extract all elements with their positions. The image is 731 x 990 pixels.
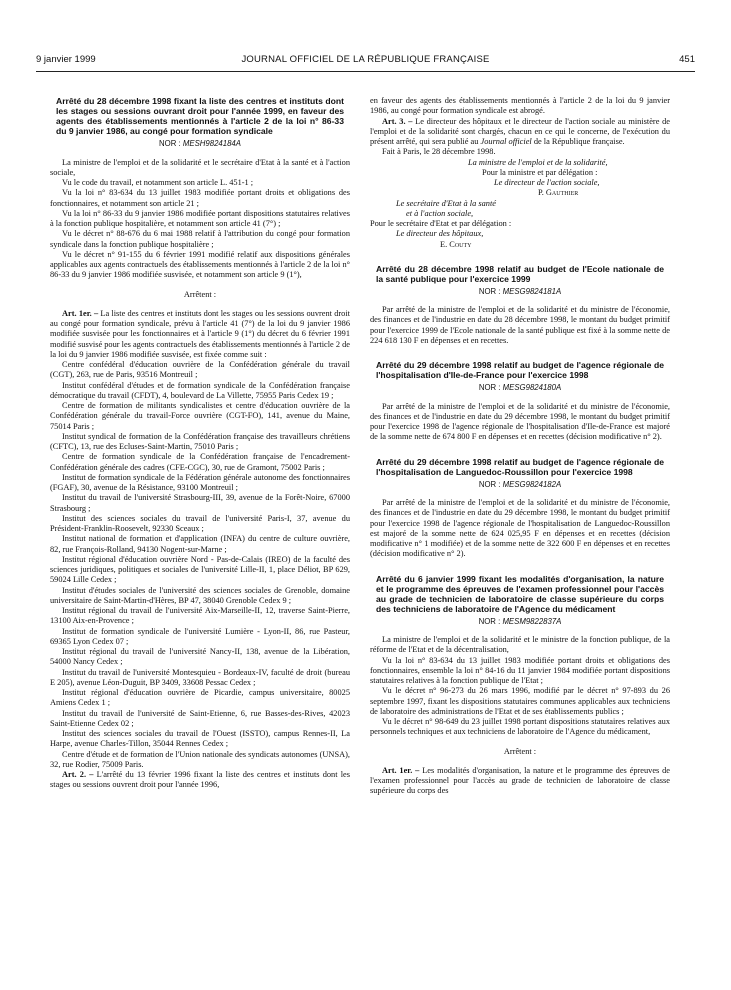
list-item: Institut des sciences sociales du travail de l'université Paris-I, 37, avenue du Président-Franklin-Roosevelt, 92330 Sceaux ; xyxy=(50,513,350,534)
list-item: Institut régional du travail de l'université Aix-Marseille-II, 12, traverse Saint-Pierre, 13100 Aix-en-Provence ; xyxy=(50,606,350,626)
header-rule xyxy=(36,71,695,72)
visa-paragraph: Vu le décret n° 98-649 du 23 juillet 1998 portant dispositions statutaires relatives aux personnels techniques et aux techniciens de laboratoire de l'Agence du médicament, xyxy=(370,717,670,737)
article-3-label: Art. 3. – xyxy=(382,116,413,126)
article-1-label: Art. 1er. – xyxy=(62,308,99,318)
nor-label: NOR : xyxy=(478,479,501,489)
article-3-text: Le directeur des hôpitaux et le directeur de l'action sociale au ministère de l'emploi et de la solidarité sont chargés, chacun en ce qui le concerne, de l'exécution du présent arrêté, qui sera publié au xyxy=(370,116,670,146)
signature-line: Le directeur des hôpitaux, xyxy=(396,229,484,239)
decree-body: Par arrêté de la ministre de l'emploi et de la solidarité et du ministre de l'économie, des finances et de l'industrie en date du 29 décembre 1998, le montant du budget primitif pour l'exercice 1998 de l'agence régionale de l'hospitalisation d'Ile-de-France est majoré de la somme nette de 674 800 F en dépenses et en recettes (décision modificative n° 2). xyxy=(370,401,670,442)
article-2-text: L'arrêté du 13 février 1996 fixant la liste des centres et instituts dont les stages ou sessions ouvrent droit pour l'année 1996, xyxy=(50,770,351,790)
signature-line: Pour la ministre et par délégation : xyxy=(482,167,598,177)
visa-paragraph: Vu la loi n° 83-634 du 13 juillet 1983 modifiée portant droits et obligations des fonctionnaires, et notamment son article 21 ; xyxy=(50,188,350,208)
signature-line: Pour le secrétaire d'Etat et par délégation : xyxy=(370,219,512,228)
list-item: Institut d'études sociales de l'université des sciences sociales de Grenoble, domaine universitaire de Saint-Martin-d'Hères, BP 47, 38040 Grenoble Cedex 9 ; xyxy=(50,585,350,605)
preamble-paragraph: La ministre de l'emploi et de la solidarité et le ministre de la fonction publique, de la réforme de l'Etat et de la décentralisation, xyxy=(370,635,670,655)
signatory-name: P. Gauthier xyxy=(538,188,579,198)
article-1-text: La liste des centres et instituts dont les stages ou les sessions ouvrent droit au congé pour formation syndicale, prévu à l'article 41 (7°) de la loi du 9 janvier 1986 modifiée susvisée pour les fonctionnaires et à l'article 9 (1°) du décret du 6 février 1991 modifié susvisé pour les agents contractuels des établissements mentionnés à l'article 2 de la loi du 9 janvier 1986 modifiée susvisée, est fixée comme suit : xyxy=(50,308,350,359)
visa-paragraph: Vu le code du travail, et notamment son article L. 451-1 ; xyxy=(62,178,254,188)
nor-code: MESM9822837A xyxy=(502,616,562,626)
arretent-heading: Arrêtent : xyxy=(503,746,537,756)
left-column xyxy=(50,96,350,791)
nor-reference xyxy=(370,287,670,297)
visa-paragraph: Vu le décret n° 88-676 du 6 mai 1988 relatif à l'attribution du congé pour formation syndicale dans la fonction publique hospitalière ; xyxy=(50,229,350,249)
decree-body: Par arrêté de la ministre de l'emploi et de la solidarité et du ministre de l'économie, des finances et de l'industrie en date du 28 décembre 1998, le montant du budget primitif pour l'exercice 1999 de l'Ecole nationale de la santé publique est fixé à la somme nette de 224 618 130 F en dépenses et en recettes. xyxy=(370,305,670,345)
nor-label: NOR : xyxy=(478,616,501,626)
visa-paragraph: Vu la loi n° 83-634 du 13 juillet 1983 modifiée portant droits et obligations des fonctionnaires, ensemble la loi n° 84-16 du 11 janvier 1984 modifiée portant dispositions statutaires relatives à la fonction publique de l'Etat ; xyxy=(370,655,670,686)
header-page-number: 451 xyxy=(679,54,695,65)
list-item: Institut du travail de l'université de Saint-Etienne, 6, rue Basses-des-Rives, 42023 Saint-Etienne Cedex 02 ; xyxy=(50,708,350,728)
nor-reference xyxy=(370,617,670,627)
article-2-label: Art. 2. – xyxy=(62,770,94,780)
article-1 xyxy=(370,766,670,797)
list-item: Centre d'étude et de formation de l'Union nationale des syndicats autonomes (UNSA), 32, rue Rodier, 75009 Paris. xyxy=(50,749,350,769)
article-2-continuation: en faveur des agents des établissements mentionnés à l'article 2 de la loi du 9 janvier 1986, au congé pour formation syndicale est abrogé. xyxy=(370,96,670,116)
article-3 xyxy=(370,117,670,148)
list-item: Institut du travail de l'université Montesquieu - Bordeaux-IV, faculté de droit (bureau E 205), avenue Léon-Duguit, BP 3409, 33608 Pessac Cedex ; xyxy=(50,667,350,687)
list-item: Institut syndical de formation de la Confédération française des travailleurs chrétiens (CFTC), 13, rue des Ecluses-Saint-Martin, 75010 Paris ; xyxy=(50,431,350,452)
list-item: Centre confédéral d'éducation ouvrière de la Confédération générale du travail (CGT), 263, rue de Paris, 93516 Montreuil ; xyxy=(50,360,350,380)
article-1-label: Art. 1er. – xyxy=(382,765,420,775)
signature-line: Le secrétaire d'Etat à la santé xyxy=(396,198,496,208)
nor-code: MESH9824184A xyxy=(182,139,241,149)
list-item: Centre de formation de militants syndicalistes et centre d'éducation ouvrière de la Confédération générale du travail-Force ouvrière (CGT-FO), 141, avenue du Maine, 75014 Paris ; xyxy=(50,401,350,431)
decree-title: Arrêté du 6 janvier 1999 fixant les modalités d'organisation, la nature et le programme des épreuves de l'examen professionnel pour l'accès au grade de technicien de laboratoire de classe supérieure du corps des techniciens de laboratoire de l'Agence du médicament xyxy=(376,573,664,614)
right-column xyxy=(370,96,670,797)
running-header xyxy=(36,54,695,72)
fait-a-paris: Fait à Paris, le 28 décembre 1998. xyxy=(382,147,496,157)
list-item: Institut régional d'éducation ouvrière de Picardie, campus universitaire, 80025 Amiens Cedex 1 ; xyxy=(50,688,350,708)
list-item: Institut de formation syndicale de l'université Lumière - Lyon-II, 86, rue Pasteur, 69365 Lyon Cedex 07 ; xyxy=(50,626,350,646)
list-item: Institut confédéral d'études et de formation syndicale de la Confédération française démocratique du travail (CFDT), 4, boulevard de La Villette, 75955 Paris Cedex 19 ; xyxy=(50,380,350,400)
signature-line: La ministre de l'emploi et de la solidarité, xyxy=(468,157,608,167)
nor-code: MESG9824182A xyxy=(502,479,562,489)
preamble-paragraph: La ministre de l'emploi et de la solidarité et le secrétaire d'Etat à la santé et à l'action sociale, xyxy=(50,157,350,177)
nor-code: MESG9824181A xyxy=(502,286,562,296)
nor-code: MESG9824180A xyxy=(502,383,562,393)
nor-reference xyxy=(50,139,350,149)
article-1-text: Les modalités d'organisation, la nature et le programme des épreuves de l'examen professionnel pour l'accès au grade de technicien de laboratoire de classe supérieure du corps des xyxy=(370,765,670,796)
article-1 xyxy=(50,309,350,360)
decree-title: Arrêté du 28 décembre 1998 fixant la liste des centres et instituts dont les stages ou sessions ouvrant droit pour l'année 1999, en faveur des agents des établissements mentionnés à l'article 2 de la loi n° 86-33 du 9 janvier 1986, au congé pour formation syndicale xyxy=(56,96,344,137)
nor-label: NOR : xyxy=(159,139,181,149)
list-item: Institut régional du travail de l'université Nancy-II, 138, avenue de la Libération, 54000 Nancy Cedex ; xyxy=(50,647,350,667)
nor-reference xyxy=(370,480,670,490)
decree-title: Arrêté du 29 décembre 1998 relatif au budget de l'agence régionale de l'hospitalisation de Languedoc-Roussillon pour l'exercice 1998 xyxy=(376,456,664,477)
nor-label: NOR : xyxy=(478,383,501,393)
list-item: Institut du travail de l'université Strasbourg-III, 39, avenue de la Forêt-Noire, 67000 Strasbourg ; xyxy=(50,493,350,513)
article-2 xyxy=(50,770,350,791)
visa-paragraph: Vu le décret n° 91-155 du 6 février 1991 modifié relatif aux dispositions générales applicables aux agents contractuels des établissements mentionnés à l'article 2 de la loi n° 86-33 du 9 janvier 1986 modifiée susvisée, et notamment son article 9 (1°), xyxy=(50,249,350,280)
header-date: 9 janvier 1999 xyxy=(36,54,96,65)
signatory-name: E. Couty xyxy=(440,239,472,249)
list-item: Institut national de formation et d'application (INFA) du centre de culture ouvrière, 82, rue François-Rolland, 94130 Nogent-sur-Marne ; xyxy=(50,534,350,554)
header-journal-title: JOURNAL OFFICIEL DE LA RÉPUBLIQUE FRANÇAISE xyxy=(241,54,490,65)
decree-title: Arrêté du 29 décembre 1998 relatif au budget de l'agence régionale de l'hospitalisation d'Ile-de-France pour l'exercice 1998 xyxy=(376,360,664,381)
list-item: Institut des sciences sociales du travail de l'Ouest (ISSTO), campus Rennes-II, La Harpe, avenue Charles-Tillon, 35044 Rennes Cedex ; xyxy=(50,729,350,749)
signature-line: Le directeur de l'action sociale, xyxy=(494,178,600,187)
visa-paragraph: Vu le décret n° 96-273 du 26 mars 1996, modifié par le décret n° 97-893 du 26 septembre 1997, fixant les dispositions statutaires communes applicables aux techniciens de laboratoire des administrations de l'Etat et de ses établissements publics ; xyxy=(370,686,670,716)
list-item: Centre de formation syndicale de la Confédération française de l'encadrement-Confédération générale des cadres (CFE-CGC), 30, rue de Gramont, 75002 Paris ; xyxy=(50,452,350,472)
signature-line: et à l'action sociale, xyxy=(406,208,474,218)
visa-paragraph: Vu la loi n° 86-33 du 9 janvier 1986 modifiée portant dispositions statutaires relatives à la fonction publique hospitalière, et notamment son article 41 (7°) ; xyxy=(50,208,350,229)
journal-officiel-ref: Journal officiel xyxy=(480,137,532,146)
nor-label: NOR : xyxy=(478,286,501,296)
list-item: Institut régional d'éducation ouvrière Nord - Pas-de-Calais (IREO) de la faculté des sciences juridiques, politiques et sociales de l'université Lille-II, 1, place Déliot, BP 629, 59024 Lille Cedex ; xyxy=(50,554,350,585)
list-item: Institut de formation syndicale de la Fédération générale autonome des fonctionnaires (FGAF), 30, avenue de la Résistance, 93100 Montreuil ; xyxy=(50,472,350,493)
decree-body: Par arrêté de la ministre de l'emploi et de la solidarité et du ministre de l'économie, des finances et de l'industrie en date du 29 décembre 1998, le montant du budget primitif pour l'exercice 1998 de l'agence régionale de l'hospitalisation de Languedoc-Roussillon est majoré de la somme nette de 624 025,95 F en dépenses et en recettes (décision modificative n° 1 modifiée) et de la somme nette de 322 600 F en dépenses et en recettes (décision modificative n° 2). xyxy=(370,498,670,559)
article-3-text-end: de la République française. xyxy=(533,137,625,146)
nor-reference xyxy=(370,383,670,393)
arretent-heading: Arrêtent : xyxy=(183,289,217,299)
decree-title: Arrêté du 28 décembre 1998 relatif au budget de l'Ecole nationale de la santé publique pour l'exercice 1999 xyxy=(376,263,664,284)
